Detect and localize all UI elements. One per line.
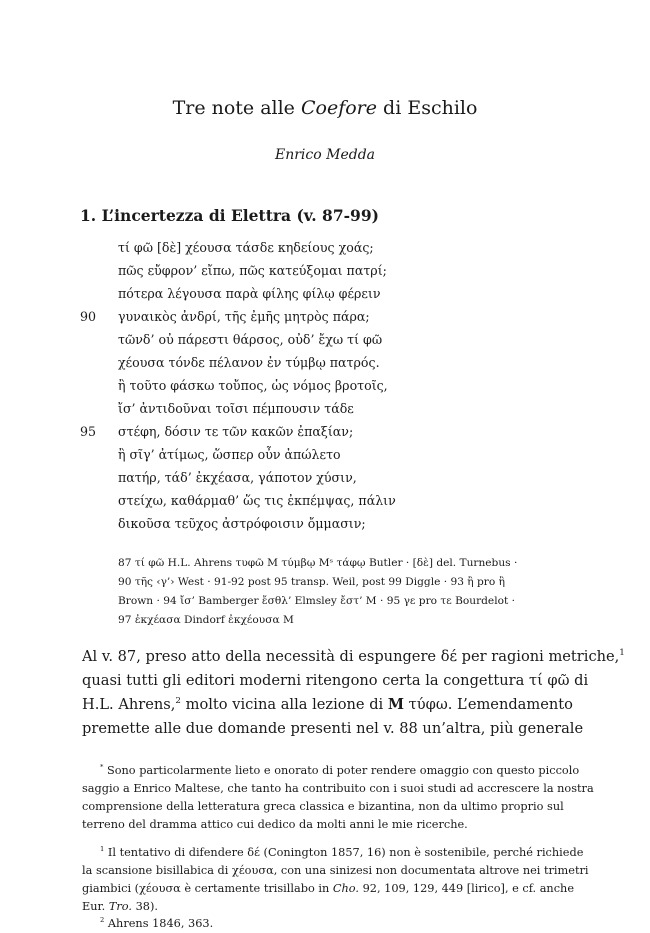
footnote-1-line: $^1$ Il tentativo di difendere δέ (Conington 1857, 16) non è sostenibile, perché richiede <box>100 845 584 859</box>
verse-line: τί φῶ [δὲ] χέουσα τάσδε κηδείους χοάς; <box>118 240 374 255</box>
body-line: premette alle due domande presenti nel v. 88 un’altra, più generale <box>82 720 584 737</box>
verse-number: 95 <box>80 424 97 439</box>
footnote-1-line: giambici (χέουσα è certamente trisillabo in Cho. 92, 109, 129, 449 [lirico], e cf. anche <box>82 882 575 895</box>
paper-title: Tre note alle Coefore di Eschilo <box>172 97 478 119</box>
verse-number: 90 <box>80 309 97 324</box>
verse-line: ἢ σῖγ’ ἀτίμως, ὥσπερ οὖν ἀπώλετο <box>118 447 341 462</box>
verse-line: τῶνδ’ οὐ πάρεστι θάρσος, οὐδ’ ἔχω τί φῶ <box>118 332 383 347</box>
footnote-star-line: * Sono particolarmente lieto e onorato di poter rendere omaggio con questo piccolo <box>100 763 580 777</box>
body-line: Al v. 87, preso atto della necessità di espungere δέ per ragioni metriche,$^1$ <box>82 648 625 665</box>
verse-line: πότερα λέγουσα παρὰ φίλης φίλῳ φέρειν <box>118 286 381 301</box>
verse-line: δικοῦσα τεῦχος ἀστρόφοισιν ὄμμασιν; <box>118 516 366 531</box>
verse-line: στέφη, δόσιν τε τῶν κακῶν ἐπαξίαν; <box>118 424 354 439</box>
footnote-ref: 2 <box>175 696 181 707</box>
footnote-star-line: saggio a Enrico Maltese, che tanto ha contribuito con i suoi studi ad accrescere la nostra <box>82 782 594 795</box>
footnote-ref: 1 <box>619 648 625 659</box>
apparatus-line: 90 τῆς ‹γ’› West · 91-92 post 95 transp. Weil, post 99 Diggle · 93 ἢ pro ἢ <box>118 576 505 588</box>
verse-line: χέουσα τόνδε πέλανον ἐν τύμβῳ πατρός. <box>118 355 380 370</box>
footnote-2-line: $^2$ Ahrens 1846, 363. <box>100 916 214 930</box>
verse-line: ἢ τοῦτο φάσκω τοὔπος, ὡς νόμος βροτοῖς, <box>118 378 388 393</box>
verse-line: πῶς εὔφρον’ εἴπω, πῶς κατεύξομαι πατρί; <box>118 263 387 278</box>
apparatus-line: 87 τί φῶ H.L. Ahrens τυφῶ M τύμβῳ Mˢ τάφῳ Butler · [δὲ] del. Turnebus · <box>118 557 518 569</box>
apparatus-line: 97 ἐκχέασα Dindorf ἐκχέουσα M <box>118 614 294 626</box>
footnote-star-line: terreno del dramma attico cui dedico da molti anni le mie ricerche. <box>82 818 468 831</box>
footnote-1-line: Eur. Tro. 38). <box>82 900 158 913</box>
author-name: Enrico Medda <box>274 147 376 163</box>
verse-line: πατήρ, τάδ’ ἐκχέασα, γάποτον χύσιν, <box>118 470 357 485</box>
footnote-1-line: la scansione bisillabica di χέουσα, con una sinizesi non documentata altrove nei trimetri <box>82 864 589 877</box>
verse-line: γυναικὸς ἀνδρί, τῆς ἐμῆς μητρὸς πάρα; <box>118 309 370 324</box>
apparatus-line: Brown · 94 ἴσ’ Bamberger ἔσθλ’ Elmsley ἔστ’ M · 95 γε pro τε Bourdelot · <box>118 595 515 607</box>
section-heading: 1. L’incertezza di Elettra (v. 87-99) <box>80 206 379 225</box>
body-line: H.L. Ahrens,$^2$ molto vicina alla lezione di M τύφω. L’emendamento <box>82 696 573 713</box>
body-line: quasi tutti gli editori moderni ritengono certa la congettura τί φῶ di <box>82 672 589 689</box>
footnote-star-line: comprensione della letteratura greca classica e bizantina, non da ultimo proprio sul <box>82 800 564 813</box>
verse-line: ἴσ’ ἀντιδοῦναι τοῖσι πέμπουσιν τάδε <box>118 401 354 416</box>
verse-line: στείχω, καθάρμαθ’ ὥς τις ἐκπέμψας, πάλιν <box>118 493 396 508</box>
